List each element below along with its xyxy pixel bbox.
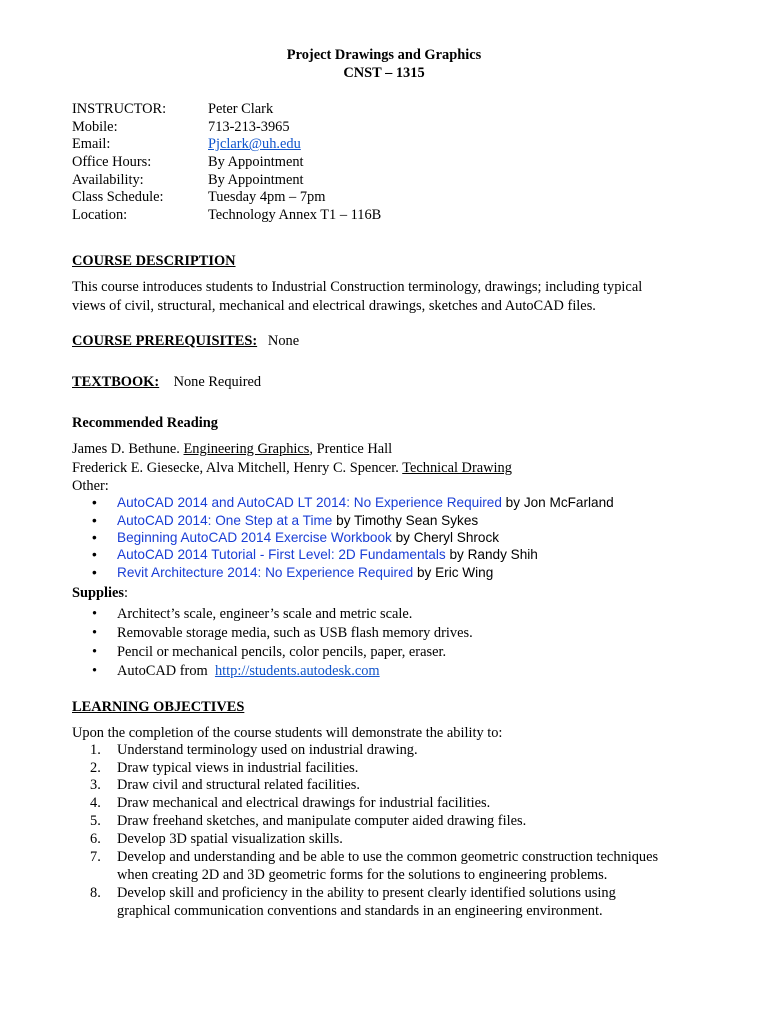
email-link[interactable]: Pjclark@uh.edu xyxy=(208,136,301,152)
prerequisites-heading: COURSE PREREQUISITES: xyxy=(72,333,258,349)
reference-author: Frederick E. Giesecke, Alva Mitchell, Henry C. Spencer. xyxy=(72,460,403,476)
course-code: CNST – 1315 xyxy=(343,65,425,81)
book-title-link[interactable]: AutoCAD 2014 Tutorial - First Level: 2D Fundamentals xyxy=(117,547,446,562)
objective-number: 4. xyxy=(90,795,101,811)
bullet-icon: • xyxy=(92,495,97,510)
info-value: Peter Clark xyxy=(208,101,274,117)
objective-number: 1. xyxy=(90,742,101,758)
textbook-line xyxy=(72,373,261,391)
document-title: Project Drawings and Graphics xyxy=(286,47,482,63)
objective-number: 2. xyxy=(90,760,101,776)
objective-number: 8. xyxy=(90,885,101,901)
book-author: by Randy Shih xyxy=(445,547,538,562)
supply-text: Pencil or mechanical pencils, color pencils, paper, eraser. xyxy=(117,644,447,660)
supplies-colon: : xyxy=(124,585,128,601)
objective-number: 5. xyxy=(90,813,101,829)
bullet-icon: • xyxy=(92,625,98,641)
reference-author: James D. Bethune. xyxy=(72,441,184,457)
info-label: Mobile: xyxy=(72,119,118,135)
prerequisites-line xyxy=(72,332,299,350)
info-label: Location: xyxy=(72,207,128,223)
course-description-text: This course introduces students to Industrial Construction terminology, drawings; including typical xyxy=(72,279,643,295)
objective-text: Develop 3D spatial visualization skills. xyxy=(117,831,343,847)
info-value: By Appointment xyxy=(208,172,304,188)
objective-text-continued: when creating 2D and 3D geometric forms for the solutions to engineering problems. xyxy=(117,866,608,883)
book-title-link[interactable]: AutoCAD 2014 and AutoCAD LT 2014: No Experience Required xyxy=(117,495,502,510)
info-label: Email: xyxy=(72,136,111,152)
book-title-link[interactable]: Revit Architecture 2014: No Experience Required xyxy=(117,565,414,580)
textbook-value: None Required xyxy=(173,374,262,390)
info-label: Class Schedule: xyxy=(72,189,164,205)
learning-objectives-heading: LEARNING OBJECTIVES xyxy=(72,699,245,715)
supply-text: AutoCAD from xyxy=(117,663,212,679)
learning-objectives-intro: Upon the completion of the course students will demonstrate the ability to: xyxy=(72,725,503,741)
textbook-heading: TEXTBOOK: xyxy=(72,374,160,390)
book-author: by Cheryl Shrock xyxy=(391,530,500,545)
bullet-icon: • xyxy=(92,644,98,660)
prerequisites-value: None xyxy=(267,333,300,349)
objective-text: Draw freehand sketches, and manipulate computer aided drawing files. xyxy=(117,813,527,829)
course-description-text: views of civil, structural, mechanical and electrical drawings, sketches and AutoCAD files. xyxy=(72,298,596,314)
reference-title: Engineering Graphics xyxy=(183,441,310,457)
bullet-icon: • xyxy=(92,565,97,580)
info-value: By Appointment xyxy=(208,154,304,170)
info-value: Tuesday 4pm – 7pm xyxy=(208,189,326,205)
reference-publisher: , Prentice Hall xyxy=(309,441,393,457)
info-label: Office Hours: xyxy=(72,154,152,170)
objective-text: Draw mechanical and electrical drawings for industrial facilities. xyxy=(117,795,491,811)
objective-text: Develop and understanding and be able to use the common geometric construction techniques xyxy=(117,849,659,865)
objective-text-continued: graphical communication conventions and standards in an engineering environment. xyxy=(117,902,603,919)
info-value: Technology Annex T1 – 116B xyxy=(208,207,382,223)
objective-number: 7. xyxy=(90,849,101,865)
book-title-link[interactable]: Beginning AutoCAD 2014 Exercise Workbook xyxy=(117,530,392,545)
supply-text: Removable storage media, such as USB flash memory drives. xyxy=(117,625,473,641)
bullet-icon: • xyxy=(92,547,97,562)
info-label: INSTRUCTOR: xyxy=(72,101,167,117)
objective-number: 3. xyxy=(90,777,101,793)
supplies-heading-line xyxy=(72,584,128,602)
supplies-heading: Supplies xyxy=(72,585,124,601)
info-value: 713-213-3965 xyxy=(208,119,290,135)
objective-text: Develop skill and proficiency in the ability to present clearly identified solutions using xyxy=(117,885,616,901)
book-author: by Eric Wing xyxy=(413,565,494,580)
reference-title: Technical Drawing xyxy=(402,460,512,476)
objective-text: Draw typical views in industrial facilities. xyxy=(117,760,359,776)
book-title-link[interactable]: AutoCAD 2014: One Step at a Time xyxy=(117,513,333,528)
objective-text: Draw civil and structural related facilities. xyxy=(117,777,360,793)
info-label: Availability: xyxy=(72,172,144,188)
other-label: Other: xyxy=(72,478,109,494)
supply-text: Architect’s scale, engineer’s scale and metric scale. xyxy=(117,606,413,622)
course-description-heading: COURSE DESCRIPTION xyxy=(72,253,236,269)
bullet-icon: • xyxy=(92,513,97,528)
autodesk-link[interactable]: http://students.autodesk.com xyxy=(214,663,380,679)
reference-item xyxy=(72,459,512,477)
objective-text: Understand terminology used on industrial drawing. xyxy=(117,742,418,758)
book-author: by Jon McFarland xyxy=(501,495,614,510)
bullet-icon: • xyxy=(92,663,98,679)
book-author: by Timothy Sean Sykes xyxy=(332,513,479,528)
bullet-icon: • xyxy=(92,530,97,545)
objective-number: 6. xyxy=(90,831,101,847)
reference-item xyxy=(72,440,392,458)
bullet-icon: • xyxy=(92,606,98,622)
recommended-reading-heading: Recommended Reading xyxy=(72,415,218,431)
